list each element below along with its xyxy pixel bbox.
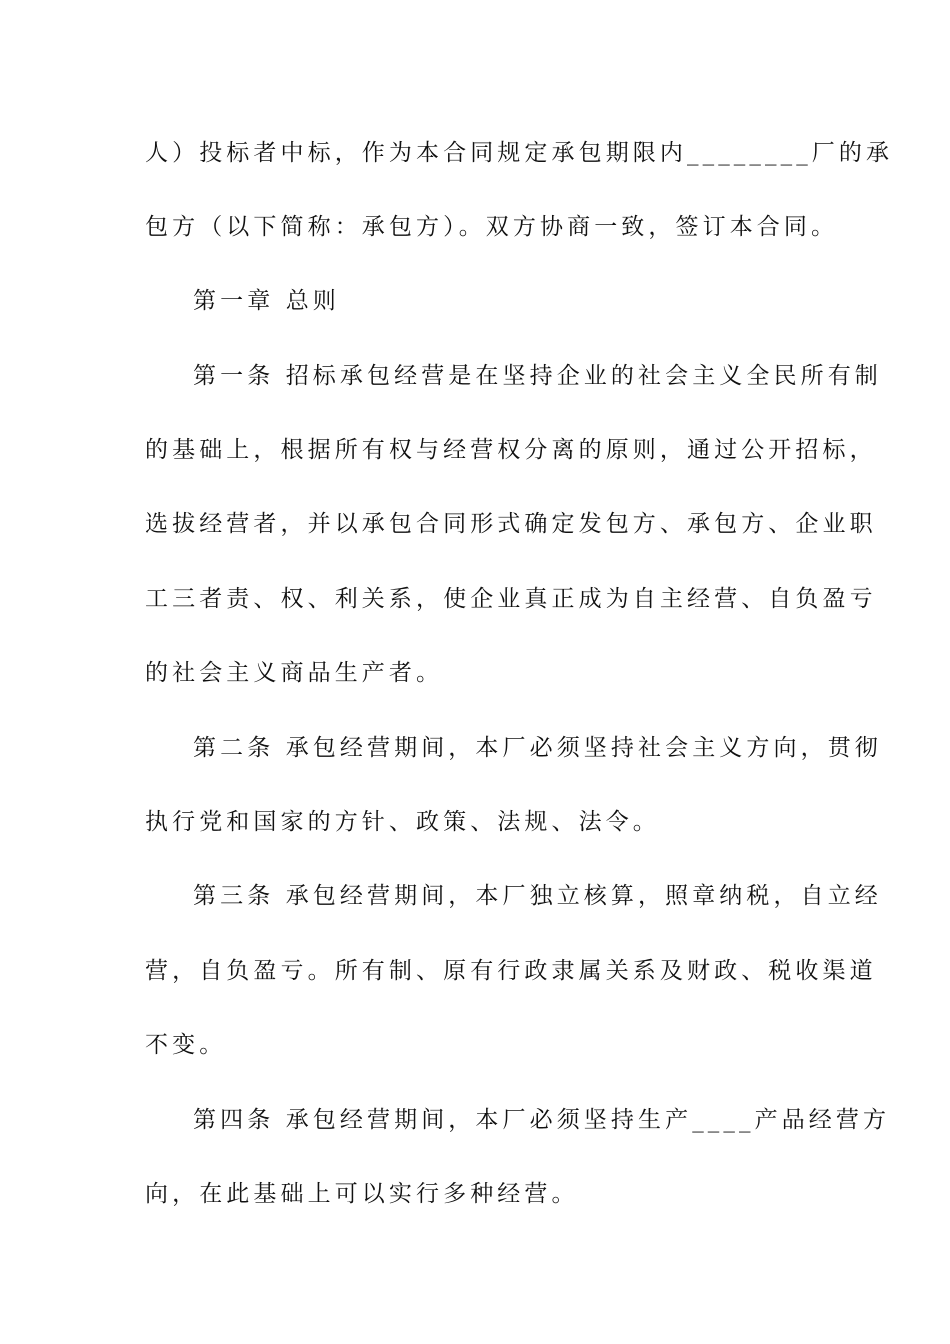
text-line: 包方（以下简称：承包方）。双方协商一致，签订本合同。 (145, 214, 839, 240)
chapter-heading: 第一章 总则 (193, 288, 340, 314)
text-line: 执行党和国家的方针、政策、法规、法令。 (145, 809, 660, 835)
text-line: 的基础上，根据所有权与经营权分离的原则，通过公开招标， (145, 437, 877, 463)
article-1-start: 第一条 招标承包经营是在坚持企业的社会主义全民所有制 (193, 363, 882, 389)
text-line: 向，在此基础上可以实行多种经营。 (145, 1181, 579, 1207)
text-line: 选拔经营者，并以承包合同形式确定发包方、承包方、企业职 (145, 511, 877, 537)
article-2-start: 第二条 承包经营期间，本厂必须坚持社会主义方向，贯彻 (193, 735, 882, 761)
text-line: 的社会主义商品生产者。 (145, 660, 444, 686)
text-line: 工三者责、权、利关系，使企业真正成为自主经营、自负盈亏 (145, 586, 877, 612)
article-3-start: 第三条 承包经营期间，本厂独立核算，照章纳税，自立经 (193, 883, 882, 909)
text-line: 营，自负盈亏。所有制、原有行政隶属关系及财政、税收渠道 (145, 958, 877, 984)
text-line: 人）投标者中标，作为本合同规定承包期限内________厂的承 (145, 140, 894, 166)
text-line: 不变。 (145, 1032, 227, 1058)
article-4-start: 第四条 承包经营期间，本厂必须坚持生产____产品经营方 (193, 1107, 891, 1133)
